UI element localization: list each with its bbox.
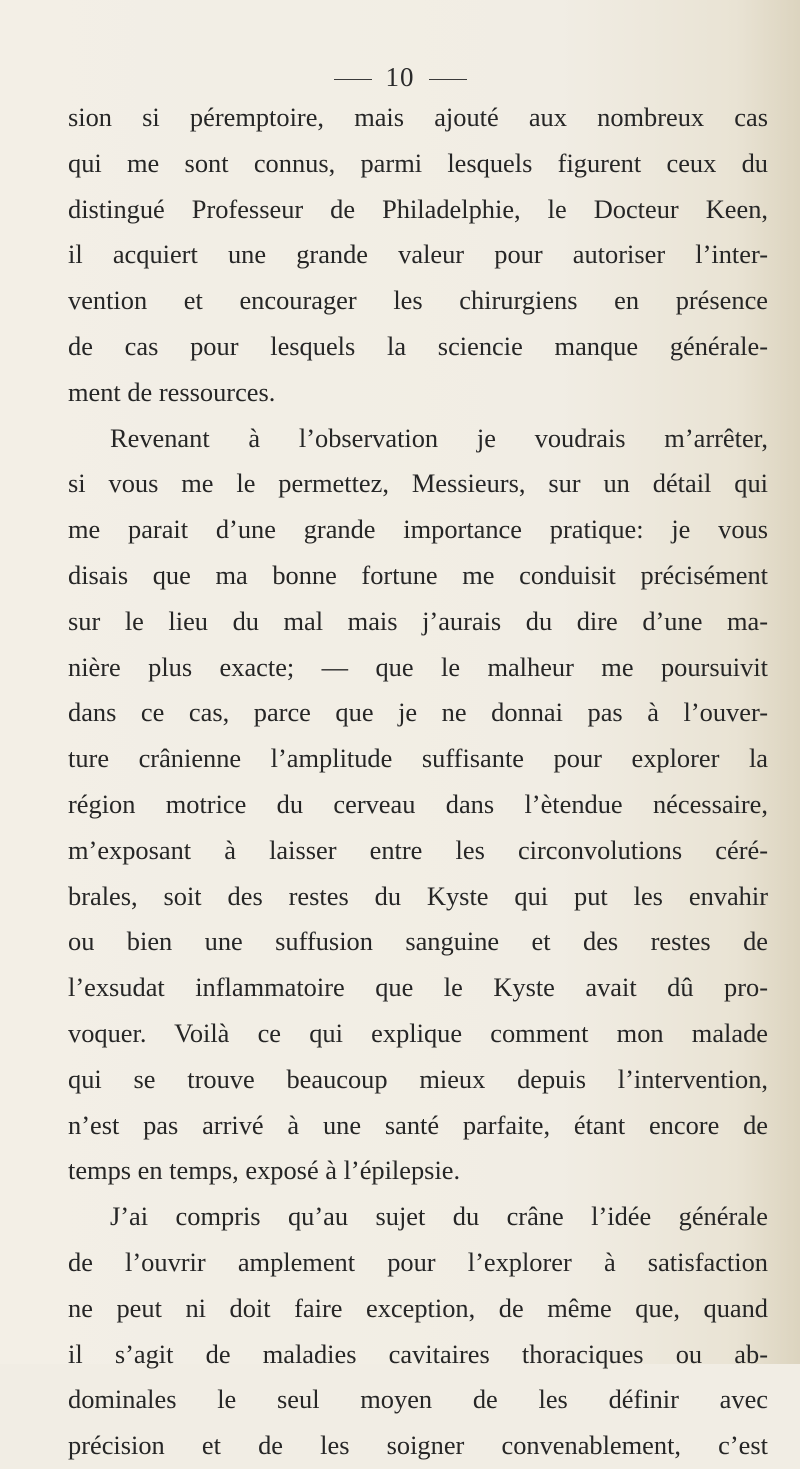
text-line: de l’ouvrir amplement pour l’explorer à satisfaction	[68, 1246, 768, 1277]
text-line: de cas pour lesquels la sciencie manque générale-	[68, 330, 768, 361]
text-line: ou bien une suffusion sanguine et des restes de	[68, 926, 768, 957]
text-line: ture crânienne l’amplitude suffisante pour explorer la	[68, 743, 768, 774]
header-dash-right	[429, 79, 467, 80]
body-text	[68, 95, 768, 1469]
text-line: qui se trouve beaucoup mieux depuis l’intervention,	[68, 1063, 768, 1094]
page-header	[0, 62, 800, 93]
text-line: région motrice du cerveau dans l’ètendue nécessaire,	[68, 788, 768, 819]
text-line: distingué Professeur de Philadelphie, le Docteur Keen,	[68, 193, 768, 224]
text-line: nière plus exacte; — que le malheur me poursuivit	[68, 651, 768, 682]
text-line: disais que ma bonne fortune me conduisit précisément	[68, 559, 768, 590]
text-line: dominales le seul moyen de les définir avec	[68, 1384, 768, 1415]
text-line: J’ai compris qu’au sujet du crâne l’idée générale	[110, 1201, 768, 1232]
text-line: l’exsudat inflammatoire que le Kyste avait dû pro-	[68, 972, 768, 1003]
text-line: ment de ressources.	[68, 376, 276, 407]
header-dash-left	[334, 79, 372, 80]
text-line: ne peut ni doit faire exception, de même que, quand	[68, 1292, 768, 1323]
text-line: vention et encourager les chirurgiens en présence	[68, 285, 768, 316]
text-line: voquer. Voilà ce qui explique comment mon malade	[68, 1017, 768, 1048]
text-line: temps en temps, exposé à l’épilepsie.	[68, 1155, 461, 1186]
text-line: me parait d’une grande importance pratique: je vous	[68, 514, 768, 545]
text-line: sion si péremptoire, mais ajouté aux nombreux cas	[68, 102, 768, 132]
text-line: Revenant à l’observation je voudrais m’arrêter,	[110, 422, 768, 453]
text-line: il acquiert une grande valeur pour autoriser l’inter-	[68, 239, 768, 270]
text-line: sur le lieu du mal mais j’aurais du dire d’une ma-	[68, 605, 768, 636]
text-line: n’est pas arrivé à une santé parfaite, étant encore de	[68, 1109, 768, 1140]
text-line: si vous me le permettez, Messieurs, sur un détail qui	[68, 468, 768, 499]
text-line: dans ce cas, parce que je ne donnai pas à l’ouver-	[68, 697, 768, 728]
text-line: il s’agit de maladies cavitaires thoraciques ou ab-	[68, 1338, 768, 1369]
page-number: 10	[385, 62, 415, 92]
text-line: brales, soit des restes du Kyste qui put les envahir	[68, 880, 768, 911]
text-line: m’exposant à laisser entre les circonvolutions céré-	[68, 834, 768, 865]
text-line: précision et de les soigner convenablement, c’est	[68, 1430, 768, 1461]
text-line: qui me sont connus, parmi lesquels figurent ceux du	[68, 147, 768, 178]
